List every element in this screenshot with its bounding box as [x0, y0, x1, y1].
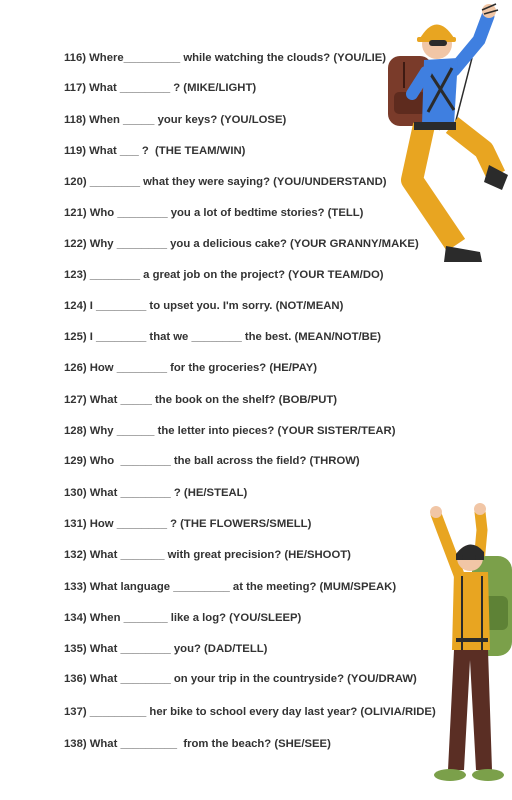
question-138: 138) What _________ from the beach? (SHE/SEE) — [64, 738, 331, 750]
question-123: 123) ________ a great job on the project? (YOUR TEAM/DO) — [64, 269, 384, 281]
question-133: 133) What language _________ at the meeting? (MUM/SPEAK) — [64, 581, 397, 593]
question-131: 131) How ________ ? (THE FLOWERS/SMELL) — [64, 518, 312, 530]
question-118: 118) When _____ your keys? (YOU/LOSE) — [64, 114, 287, 126]
question-129: 129) Who ________ the ball across the field? (THROW) — [64, 455, 360, 467]
question-127: 127) What _____ the book on the shelf? (BOB/PUT) — [64, 394, 338, 406]
question-126: 126) How ________ for the groceries? (HE/PAY) — [64, 362, 318, 374]
question-119: 119) What ___ ? (THE TEAM/WIN) — [64, 145, 246, 157]
question-135: 135) What ________ you? (DAD/TELL) — [64, 643, 268, 655]
question-132: 132) What _______ with great precision? (HE/SHOOT) — [64, 549, 351, 561]
question-120: 120) ________ what they were saying? (YOU/UNDERSTAND) — [64, 176, 387, 188]
question-116: 116) Where_________ while watching the clouds? (YOU/LIE) — [64, 52, 387, 64]
question-128: 128) Why ______ the letter into pieces? (YOUR SISTER/TEAR) — [64, 425, 396, 437]
climber-illustration — [384, 0, 512, 270]
question-130: 130) What ________ ? (HE/STEAL) — [64, 487, 248, 499]
question-117: 117) What ________ ? (MIKE/LIGHT) — [64, 82, 257, 94]
question-124: 124) I ________ to upset you. I'm sorry. (NOT/MEAN) — [64, 300, 344, 312]
question-125: 125) I ________ that we ________ the best. (MEAN/NOT/BE) — [64, 331, 382, 343]
question-137: 137) _________ her bike to school every day last year? (OLIVIA/RIDE) — [64, 706, 436, 718]
question-134: 134) When _______ like a log? (YOU/SLEEP) — [64, 612, 302, 624]
question-122: 122) Why ________ you a delicious cake? (YOUR GRANNY/MAKE) — [64, 238, 419, 250]
question-136: 136) What ________ on your trip in the countryside? (YOU/DRAW) — [64, 673, 417, 685]
question-121: 121) Who ________ you a lot of bedtime stories? (TELL) — [64, 207, 364, 219]
hiker-illustration — [426, 500, 512, 785]
